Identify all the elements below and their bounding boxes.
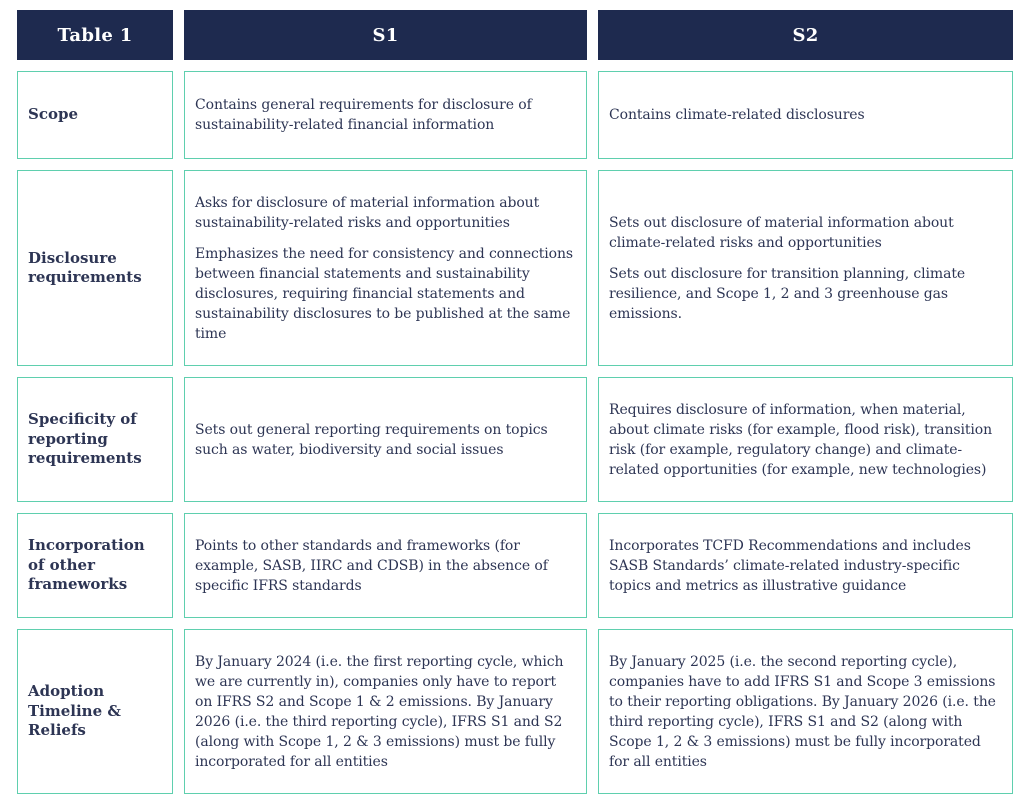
cell-text: Emphasizes the need for consistency and connections between financial statements and sustainability disclosures, requiring financial statements and sustainability disclosures to be published at the same time [195, 245, 574, 342]
row-label-disclosure: Disclosure requirements [28, 248, 142, 286]
cell-text: Requires disclosure of information, when material, about climate risks (for example, flood risk), transition risk (for example, regulatory change) and climate-related opportunities (for example, new technologies) [609, 401, 993, 478]
header-table-label: Table 1 [17, 10, 173, 60]
cell-text: Asks for disclosure of material information about sustainability-related risks and opportunities [195, 194, 540, 231]
row-label-scope: Scope [28, 105, 79, 124]
row-label-cell [17, 377, 173, 502]
cell-text: Sets out disclosure for transition planning, climate resilience, and Scope 1, 2 and 3 greenhouse gas emissions. [609, 265, 966, 322]
cell-text: Points to other standards and frameworks (for example, SASB, IIRC and CDSB) in the absence of specific IFRS standards [195, 537, 548, 594]
cell-text: Sets out general reporting requirements on topics such as water, biodiversity and social issues [195, 421, 548, 458]
s1-cell-specificity [184, 377, 587, 502]
s2-cell-disclosure [598, 170, 1013, 366]
s1-cell-scope [184, 71, 587, 159]
s1-cell-incorporation [184, 513, 587, 618]
s2-cell-incorporation [598, 513, 1013, 618]
comparison-table [17, 10, 1013, 794]
row-label-cell [17, 513, 173, 618]
row-label-incorporation: Incorporation of other frameworks [28, 536, 145, 594]
row-label-cell [17, 170, 173, 366]
header-s1: S1 [184, 10, 587, 60]
cell-text: By January 2025 (i.e. the second reporting cycle), companies have to add IFRS S1 and Scope 3 emissions to their reporting obligations. By January 2026 (i.e. the third reporting cycle), IFRS S1 and S2 (along with Scope 1, 2 & 3 emissions) must be fully incorporated for all entities [609, 653, 996, 770]
cell-text: Sets out disclosure of material information about climate-related risks and opportunities [609, 214, 954, 251]
s1-cell-adoption [184, 629, 587, 794]
row-label-specificity: Specificity of reporting requirements [28, 410, 142, 468]
row-label-cell [17, 629, 173, 794]
cell-text: By January 2024 (i.e. the first reporting cycle, which we are currently in), companies only have to report on IFRS S2 and Scope 1 & 2 emissions. By January 2026 (i.e. the third reporting cycle), IFRS S1 and S2 (along with Scope 1, 2 & 3 emissions) must be fully incorporated for all entities [195, 653, 564, 770]
cell-text: Contains general requirements for disclosure of sustainability-related financial information [195, 97, 532, 133]
row-label-cell [17, 71, 173, 159]
s1-cell-disclosure [184, 170, 587, 366]
s2-cell-specificity [598, 377, 1013, 502]
header-s2: S2 [598, 10, 1013, 60]
s2-cell-adoption [598, 629, 1013, 794]
s2-cell-scope [598, 71, 1013, 159]
cell-text: Incorporates TCFD Recommendations and includes SASB Standards’ climate-related industry-specific topics and metrics as illustrative guidance [609, 537, 971, 594]
row-label-adoption: Adoption Timeline & Reliefs [28, 682, 121, 740]
cell-text: Contains climate-related disclosures [609, 107, 865, 123]
